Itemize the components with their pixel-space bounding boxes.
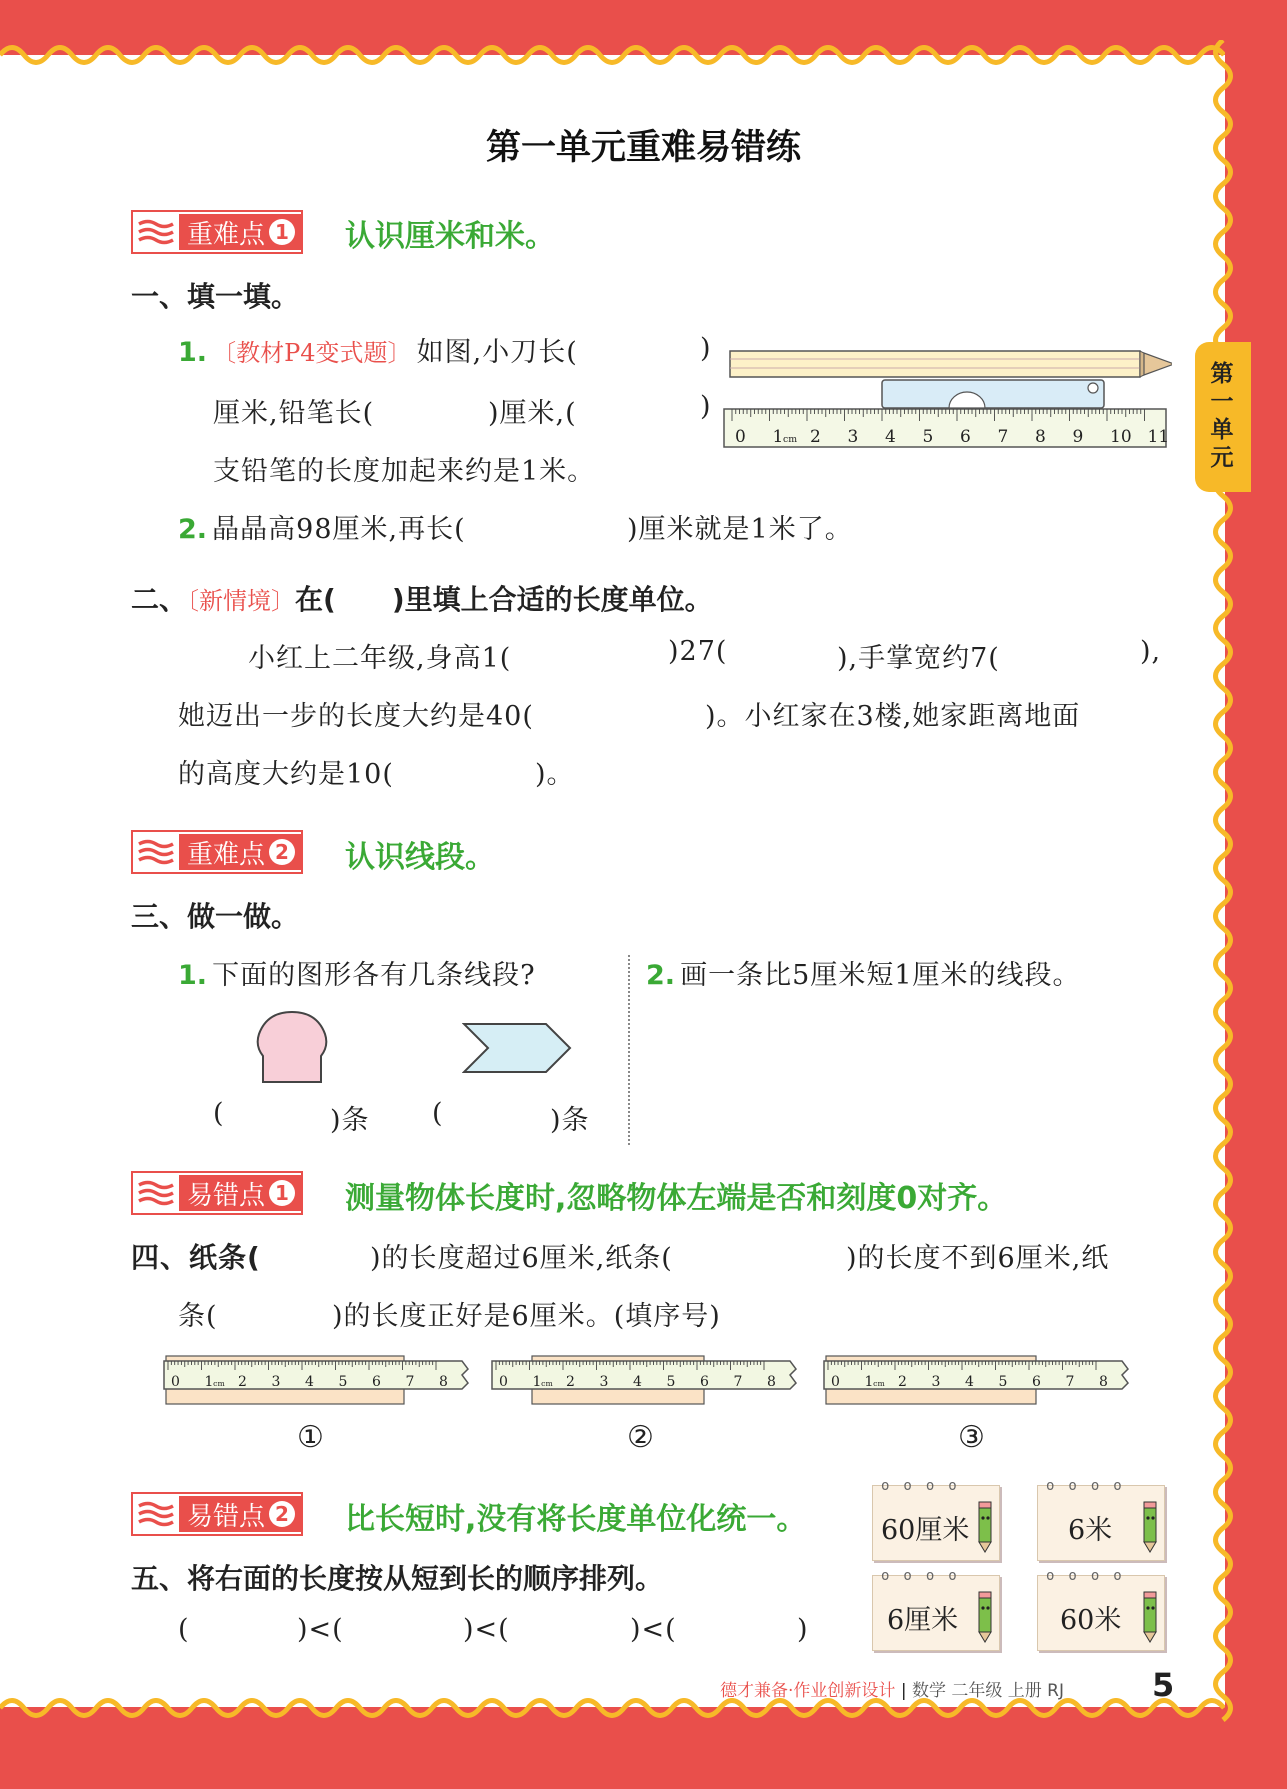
footer-separator: | xyxy=(900,1681,907,1701)
length-card xyxy=(872,1568,1000,1651)
ruler-number: 6 xyxy=(960,427,971,447)
ruler-number: 3 xyxy=(847,427,859,447)
key-point-title: 认识线段。 xyxy=(345,840,495,875)
question-text-line2b: )厘米,( xyxy=(488,398,577,429)
ruler-number: 0 xyxy=(499,1374,508,1390)
question-3-2 xyxy=(646,953,1081,992)
key-point-badge-1 xyxy=(131,210,303,254)
badge-number: 1 xyxy=(269,1180,295,1206)
answer-paren-open: ( xyxy=(432,1098,444,1129)
paren-close: ) xyxy=(700,333,712,364)
answer-paren-open: ( xyxy=(213,1098,225,1129)
section4-part: 四、纸条( xyxy=(131,1241,261,1274)
arrow-shape-figure xyxy=(462,1022,572,1074)
badge-label: 易错点 xyxy=(187,1180,266,1211)
ruler-number: 3 xyxy=(931,1374,941,1390)
question-number: 1. xyxy=(178,337,208,368)
fill-text-g: 的高度大约是10( xyxy=(178,759,394,790)
ruler-large xyxy=(724,409,1169,447)
ruler-number: 4 xyxy=(633,1374,642,1390)
section4-text-e: )的长度正好是6厘米。(填序号) xyxy=(332,1301,721,1332)
fill-text-d: ), xyxy=(1140,636,1162,667)
page-title: 第一单元重难易错练 xyxy=(485,128,801,168)
question-1-2 xyxy=(178,507,466,546)
section4-text-c: )的长度不到6厘米,纸 xyxy=(846,1243,1110,1274)
ruler-number: 10 xyxy=(1110,427,1132,447)
ruler-number: 9 xyxy=(1072,427,1084,447)
question-text-end: )厘米就是1米了。 xyxy=(627,514,853,545)
question-text: 画一条比5厘米短1厘米的线段。 xyxy=(680,960,1081,991)
ruler-number: 6 xyxy=(1032,1374,1041,1390)
ruler-number: 4 xyxy=(305,1374,314,1390)
section-number: 二、 xyxy=(131,583,188,616)
ruler-number: 5 xyxy=(666,1374,676,1390)
unit-side-tab-label: 第一单元 xyxy=(1210,361,1234,471)
ruler-number: 5 xyxy=(338,1374,348,1390)
ruler-number: 0 xyxy=(735,427,746,447)
scenario-tag: 〔新情境〕 xyxy=(187,587,296,615)
card-value: 6米 xyxy=(1068,1515,1113,1546)
spiral-rings-icon: oooo xyxy=(1046,1568,1136,1584)
ruler-unit: cm xyxy=(783,434,798,445)
question-text: 如图,小刀长( xyxy=(416,337,578,368)
ruler-number: 1 xyxy=(864,1374,874,1390)
strip-label-1: ① xyxy=(297,1420,325,1455)
column-divider xyxy=(628,955,630,1145)
error-point-title: 测量物体长度时,忽略物体左端是否和刻度0对齐。 xyxy=(345,1181,1008,1216)
ruler-number: 7 xyxy=(1065,1374,1075,1390)
ruler-number: 2 xyxy=(238,1374,247,1390)
ruler-strip-1 xyxy=(162,1353,472,1407)
spiral-rings-icon: oooo xyxy=(881,1478,971,1494)
spiral-rings-icon: oooo xyxy=(881,1568,971,1584)
paren-close: ) xyxy=(700,391,712,422)
wavy-border-top xyxy=(0,40,1225,70)
ruler-unit: cm xyxy=(873,1379,885,1388)
question-number: 2. xyxy=(178,514,208,545)
section4-text-a xyxy=(131,1236,261,1276)
section-heading-5: 五、将右面的长度按从短到长的顺序排列。 xyxy=(131,1562,664,1595)
fill-text-f: )。小红家在3楼,她家距离地面 xyxy=(705,701,1081,732)
badge-label: 易错点 xyxy=(187,1501,266,1532)
question-text: 晶晶高98厘米,再长( xyxy=(212,514,466,545)
question-text-line3: 支铅笔的长度加起来约是1米。 xyxy=(213,456,596,487)
ruler-number: 6 xyxy=(700,1374,709,1390)
question-number: 2. xyxy=(646,960,676,991)
ruler-number: 3 xyxy=(599,1374,609,1390)
ruler-number: 11 xyxy=(1147,427,1170,447)
pencil-character-icon xyxy=(971,1590,997,1644)
ruler-number: 1 xyxy=(772,427,784,447)
fill-text-h: )。 xyxy=(535,759,575,790)
fill-text-b: )27( xyxy=(668,636,728,667)
section4-text-b: )的长度超过6厘米,纸条( xyxy=(370,1243,673,1274)
footer-brand: 德才兼备·作业创新设计 xyxy=(720,1681,896,1701)
pencil xyxy=(730,351,1172,377)
page-number: 5 xyxy=(1152,1666,1175,1704)
section-text: 在( )里填上合适的长度单位。 xyxy=(295,583,713,616)
key-point-title: 认识厘米和米。 xyxy=(345,219,555,254)
ruler-number: 0 xyxy=(831,1374,840,1390)
ruler-number: 2 xyxy=(566,1374,575,1390)
question-number: 1. xyxy=(178,960,208,991)
ruler-number: 8 xyxy=(1099,1374,1108,1390)
badge-label: 重难点 xyxy=(187,219,266,250)
ruler-number: 5 xyxy=(922,427,934,447)
section-heading-2 xyxy=(131,578,713,618)
wave-lines-icon xyxy=(133,1496,179,1532)
card-value: 6厘米 xyxy=(887,1605,959,1636)
card-value: 60厘米 xyxy=(881,1515,970,1546)
order-lt-1: )<( xyxy=(297,1614,344,1645)
badge-number: 1 xyxy=(269,219,295,245)
order-paren-1: ( xyxy=(178,1614,190,1645)
section4-text-d: 条( xyxy=(178,1301,218,1332)
wavy-border-right xyxy=(1208,40,1238,1723)
ruler-number: 2 xyxy=(810,427,821,447)
ruler-pencil-knife-figure xyxy=(722,345,1172,450)
answer-paren-close: )条 xyxy=(550,1105,590,1136)
question-text-line2: 厘米,铅笔长( xyxy=(213,398,375,429)
pencil-character-icon xyxy=(1136,1590,1162,1644)
ruler-number: 4 xyxy=(885,427,896,447)
strip-label-3: ③ xyxy=(958,1420,986,1455)
section-heading-3: 三、做一做。 xyxy=(131,900,300,933)
key-point-badge-2 xyxy=(131,830,303,874)
length-card xyxy=(1037,1568,1165,1651)
ruler-strip-2 xyxy=(490,1353,800,1407)
wave-lines-icon xyxy=(133,834,179,870)
fill-text-e: 她迈出一步的长度大约是40( xyxy=(178,701,534,732)
length-card xyxy=(872,1478,1000,1561)
footer xyxy=(720,1676,1064,1701)
fill-text-a: 小红上二年级,身高1( xyxy=(248,643,512,674)
card-value: 60米 xyxy=(1060,1605,1122,1636)
ruler-number: 8 xyxy=(767,1374,776,1390)
ruler-strip-3 xyxy=(822,1353,1132,1407)
order-lt-3: )<( xyxy=(630,1614,677,1645)
badge-number: 2 xyxy=(269,839,295,865)
question-text: 下面的图形各有几条线段? xyxy=(212,960,536,991)
question-1-1 xyxy=(178,330,578,369)
footer-info: 数学 二年级 上册 RJ xyxy=(911,1681,1064,1701)
strip-label-2: ② xyxy=(627,1420,655,1455)
ruler-number: 1 xyxy=(532,1374,542,1390)
error-point-badge-1 xyxy=(131,1171,303,1215)
order-lt-2: )<( xyxy=(463,1614,510,1645)
pencil-character-icon xyxy=(1136,1500,1162,1554)
ruler-number: 7 xyxy=(997,427,1009,447)
ruler-number: 0 xyxy=(171,1374,180,1390)
question-3-1 xyxy=(178,953,536,992)
ruler-number: 4 xyxy=(965,1374,974,1390)
order-paren-end: ) xyxy=(797,1614,809,1645)
length-card xyxy=(1037,1478,1165,1561)
ruler-number: 8 xyxy=(1035,427,1046,447)
textbook-tag: 〔教材P4变式题〕 xyxy=(212,339,412,367)
fill-text-c: ),手掌宽约7( xyxy=(837,643,1000,674)
pencil-character-icon xyxy=(971,1500,997,1554)
ruler-unit: cm xyxy=(541,1379,553,1388)
knife xyxy=(882,380,1104,408)
ruler-number: 1 xyxy=(204,1374,214,1390)
spiral-rings-icon: oooo xyxy=(1046,1478,1136,1494)
ruler-number: 2 xyxy=(898,1374,907,1390)
arch-shape-figure xyxy=(255,1010,330,1084)
badge-number: 2 xyxy=(269,1501,295,1527)
ruler-unit: cm xyxy=(213,1379,225,1388)
error-point-badge-2 xyxy=(131,1492,303,1536)
answer-paren-close: )条 xyxy=(330,1105,370,1136)
ruler-number: 7 xyxy=(405,1374,415,1390)
error-point-title: 比长短时,没有将长度单位化统一。 xyxy=(345,1502,807,1537)
wave-lines-icon xyxy=(133,214,179,250)
ruler-number: 8 xyxy=(439,1374,448,1390)
ruler-number: 7 xyxy=(733,1374,743,1390)
badge-label: 重难点 xyxy=(187,839,266,870)
ruler-number: 3 xyxy=(271,1374,281,1390)
ruler-number: 6 xyxy=(372,1374,381,1390)
section-heading-1: 一、填一填。 xyxy=(131,280,300,313)
wave-lines-icon xyxy=(133,1175,179,1211)
ruler-number: 5 xyxy=(998,1374,1008,1390)
